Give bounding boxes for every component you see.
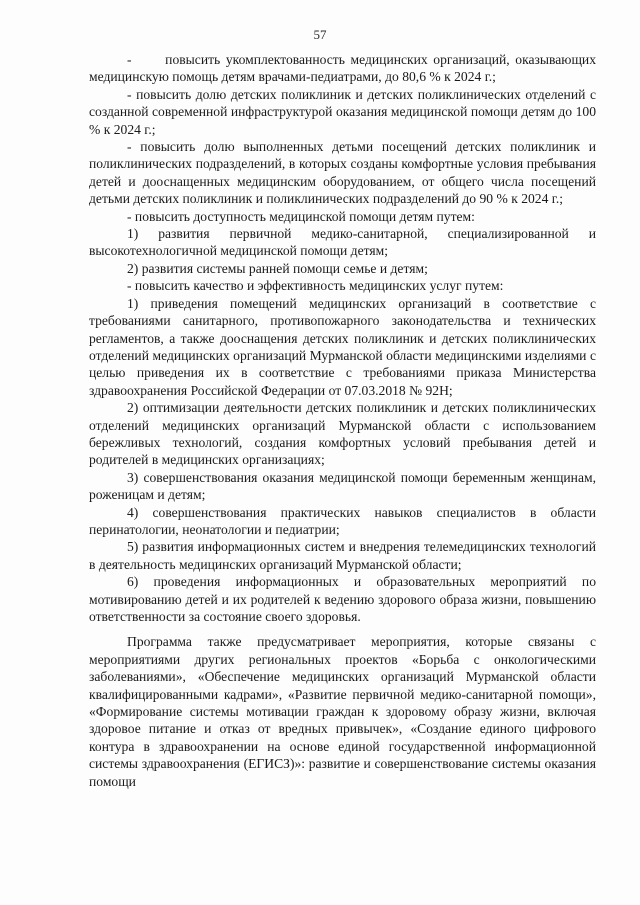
paragraph: 4) совершенствования практических навыков специалистов в области перинатологии, неонатологии и педиатрии; bbox=[89, 504, 596, 537]
paragraph: 6) проведения информационных и образовательных мероприятий по мотивированию детей и их родителей к ведению здорового образа жизни, повышению ответственности за состояние своего здоровья. bbox=[89, 574, 596, 624]
paragraph: - повысить укомплектованность медицинских организаций, оказывающих медицинскую помощь детям врачами-педиатрами, до 80,6 % к 2024 г.; bbox=[89, 52, 596, 85]
paragraph: 5) развития информационных систем и внедрения телемедицинских технологий в деятельность медицинских организаций Мурманской области; bbox=[89, 539, 596, 572]
paragraph: 3) совершенствования оказания медицинской помощи беременным женщинам, роженицам и детям; bbox=[89, 469, 596, 503]
paragraph: - повысить качество и эффективность медицинских услуг путем: bbox=[127, 278, 504, 294]
paragraph: 1) развития первичной медико-санитарной, специализированной и высокотехнологичной медицинской помощи детям; bbox=[89, 226, 596, 259]
paragraph: - повысить долю выполненных детьми посещений детских поликлиник и поликлинических подразделений, в которых созданы комфортные условия пребывания детей и дооснащенных медицинским оборудованием, от общего числа посещений детьми детских поликлиник и поликлинических подразделений до 90 % к 2024 г.; bbox=[89, 139, 596, 207]
paragraph: - повысить долю детских поликлиник и детских поликлинических отделений с созданной современной инфраструктурой оказания медицинской помощи детям до 100 % к 2024 г.; bbox=[89, 86, 596, 137]
paragraph: - повысить доступность медицинской помощи детям путем: bbox=[127, 208, 475, 224]
paragraph: Программа также предусматривает мероприятия, которые связаны с мероприятиями других региональных проектов «Борьба с онкологическими заболеваниями», «Обеспечение медицинских организаций Мурманской области квалифицированными кадрами», «Развитие первичной медико-санитарной помощи», «Формирование системы мотивации граждан к здоровому образу жизни, включая здоровое питание и отказ от вредных привычек», «Создание единого цифрового контура в здравоохранении на основе единой государственной информационной системы здравоохранения (ЕГИСЗ)»: развитие и совершенствование системы оказания помощи bbox=[89, 634, 596, 789]
paragraph: 2) оптимизации деятельности детских поликлиник и детских поликлинических отделений медицинских организаций Мурманской области с использованием бережливых технологий, создания комфортных условий пребывания детей и родителей в медицинских организациях; bbox=[89, 400, 596, 468]
body-text bbox=[89, 51, 596, 790]
page-number: 57 bbox=[313, 27, 327, 42]
paragraph: 2) развития системы ранней помощи семье и детям; bbox=[127, 260, 428, 276]
paragraph: 1) приведения помещений медицинских организаций в соответствие с требованиями санитарного, противопожарного законодательства и технических регламентов, а также дооснащения детских поликлиник и детских поликлинических отделений медицинских организаций Мурманской области медицинскими изделиями с целью приведения их в соответствие с требованиями приказа Министерства здравоохранения Российской Федерации от 07.03.2018 № 92Н; bbox=[89, 295, 596, 398]
